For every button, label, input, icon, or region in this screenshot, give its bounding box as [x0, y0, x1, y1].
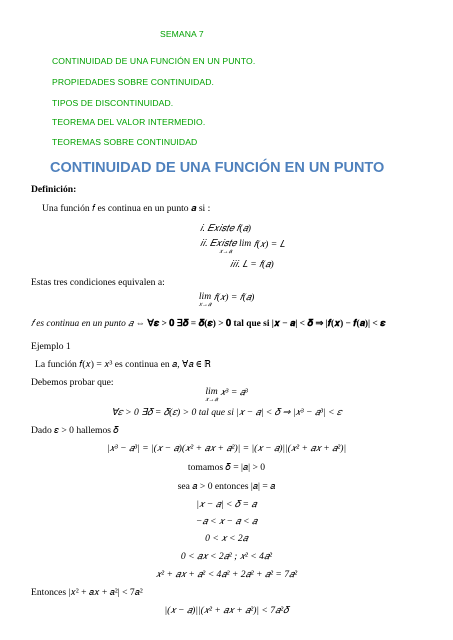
- topic-item: PROPIEDADES SOBRE CONTINUIDAD.: [52, 77, 215, 87]
- lim-subscript: 𝑥→𝑎: [198, 302, 212, 308]
- proof-step: sea 𝑎 > 0 entonces |𝑎| = 𝑎: [177, 481, 276, 492]
- topic-item: TIPOS DE DISCONTINUIDAD.: [52, 98, 174, 108]
- proof-step: 0 < 𝑥 < 2𝑎: [205, 533, 248, 544]
- lim-operator: 𝑖𝑖. 𝐸𝑥𝑖𝑠𝑡𝑒 lim: [200, 238, 252, 249]
- equivalence-text: Estas tres condiciones equivalen a:: [31, 277, 165, 288]
- definition-intro: Una función 𝑓 es continua en un punto 𝒂 si :: [42, 203, 211, 214]
- example-limit: [0, 387, 453, 403]
- given-text: Dado 𝜀 > 0 hallemos 𝛿: [31, 425, 119, 436]
- example-label: Ejemplo 1: [31, 341, 71, 352]
- example-statement: La función 𝑓(𝑥) = 𝑥³ es continua en 𝑎, ∀𝑎 ∈ ℝ: [35, 359, 211, 370]
- lim-subscript: 𝑥→𝑎: [205, 397, 218, 403]
- condition-1: 𝑖. 𝐸𝑥𝑖𝑠𝑡𝑒 𝑓(𝑎): [200, 223, 251, 234]
- example-limit-rhs: 𝑥³ = 𝑎³: [220, 387, 248, 398]
- condition-2: [200, 239, 285, 255]
- proof-step: −𝑎 < 𝑥 − 𝑎 < 𝑎: [195, 516, 258, 527]
- epsilon-delta-lhs: 𝑓 es continua en un punto 𝑎: [31, 319, 134, 329]
- condition-2-rhs: 𝑓(𝑥) = 𝐿: [253, 239, 285, 250]
- then-text: Entonces |𝑥² + 𝑎𝑥 + 𝑎²| < 7𝑎²: [31, 587, 143, 598]
- proof-step: |𝑥 − 𝑎| < 𝛿 = 𝑎: [196, 499, 257, 510]
- example-epsilon-delta: ∀𝜀 > 0 ∃𝛿 = 𝛿(𝜀) > 0 tal que si |𝑥 − 𝑎| < 𝛿 ⇒ |𝑥³ − 𝑎³| < 𝜀: [111, 407, 342, 418]
- week-label: SEMANA 7: [160, 29, 204, 39]
- proof-step: |(𝑥 − 𝑎)||(𝑥² + 𝑎𝑥 + 𝑎²)| < 7𝑎²𝛿: [164, 605, 289, 616]
- limit-equation-rhs: 𝑓(𝑥) = 𝑓(𝑎): [213, 292, 255, 303]
- lim-operator: lim: [198, 291, 212, 302]
- proof-step: 0 < 𝑎𝑥 < 2𝑎² ; 𝑥² < 4𝑎²: [180, 551, 273, 562]
- topic-item: CONTINUIDAD DE UNA FUNCIÓN EN UN PUNTO.: [52, 56, 256, 66]
- limit-equation: [0, 292, 453, 308]
- epsilon-delta-rhs: ⇔ ∀𝜺 > 𝟎 ∃𝜹 = 𝜹(𝜺) > 𝟎 tal que si |𝒙 − 𝒂| < 𝜹 ⇒ |𝒇(𝒙) − 𝒇(𝒂)| < 𝜺: [135, 319, 386, 329]
- condition-3: 𝑖𝑖𝑖. 𝐿 = 𝑓(𝑎): [230, 259, 274, 270]
- lim-subscript: 𝑥→𝑎: [219, 249, 232, 255]
- topic-item: TEOREMA DEL VALOR INTERMEDIO.: [52, 117, 206, 127]
- prove-text: Debemos probar que:: [31, 377, 114, 388]
- section-title: CONTINUIDAD DE UNA FUNCIÓN EN UN PUNTO: [50, 160, 385, 176]
- proof-step: |𝑥³ − 𝑎³| = |(𝑥 − 𝑎)(𝑥² + 𝑎𝑥 + 𝑎²)| = |(𝑥 − 𝑎)||(𝑥² + 𝑎𝑥 + 𝑎²)|: [106, 443, 347, 454]
- topic-item: TEOREMAS SOBRE CONTINUIDAD: [52, 137, 198, 147]
- definition-heading: Definición:: [31, 184, 77, 195]
- proof-step: tomamos 𝛿 = |𝑎| > 0: [187, 462, 266, 473]
- epsilon-delta-definition: [31, 318, 385, 329]
- lim-operator: lim: [205, 386, 218, 397]
- proof-step: 𝑥² + 𝑎𝑥 + 𝑎² < 4𝑎² + 2𝑎² + 𝑎² = 7𝑎²: [155, 569, 298, 580]
